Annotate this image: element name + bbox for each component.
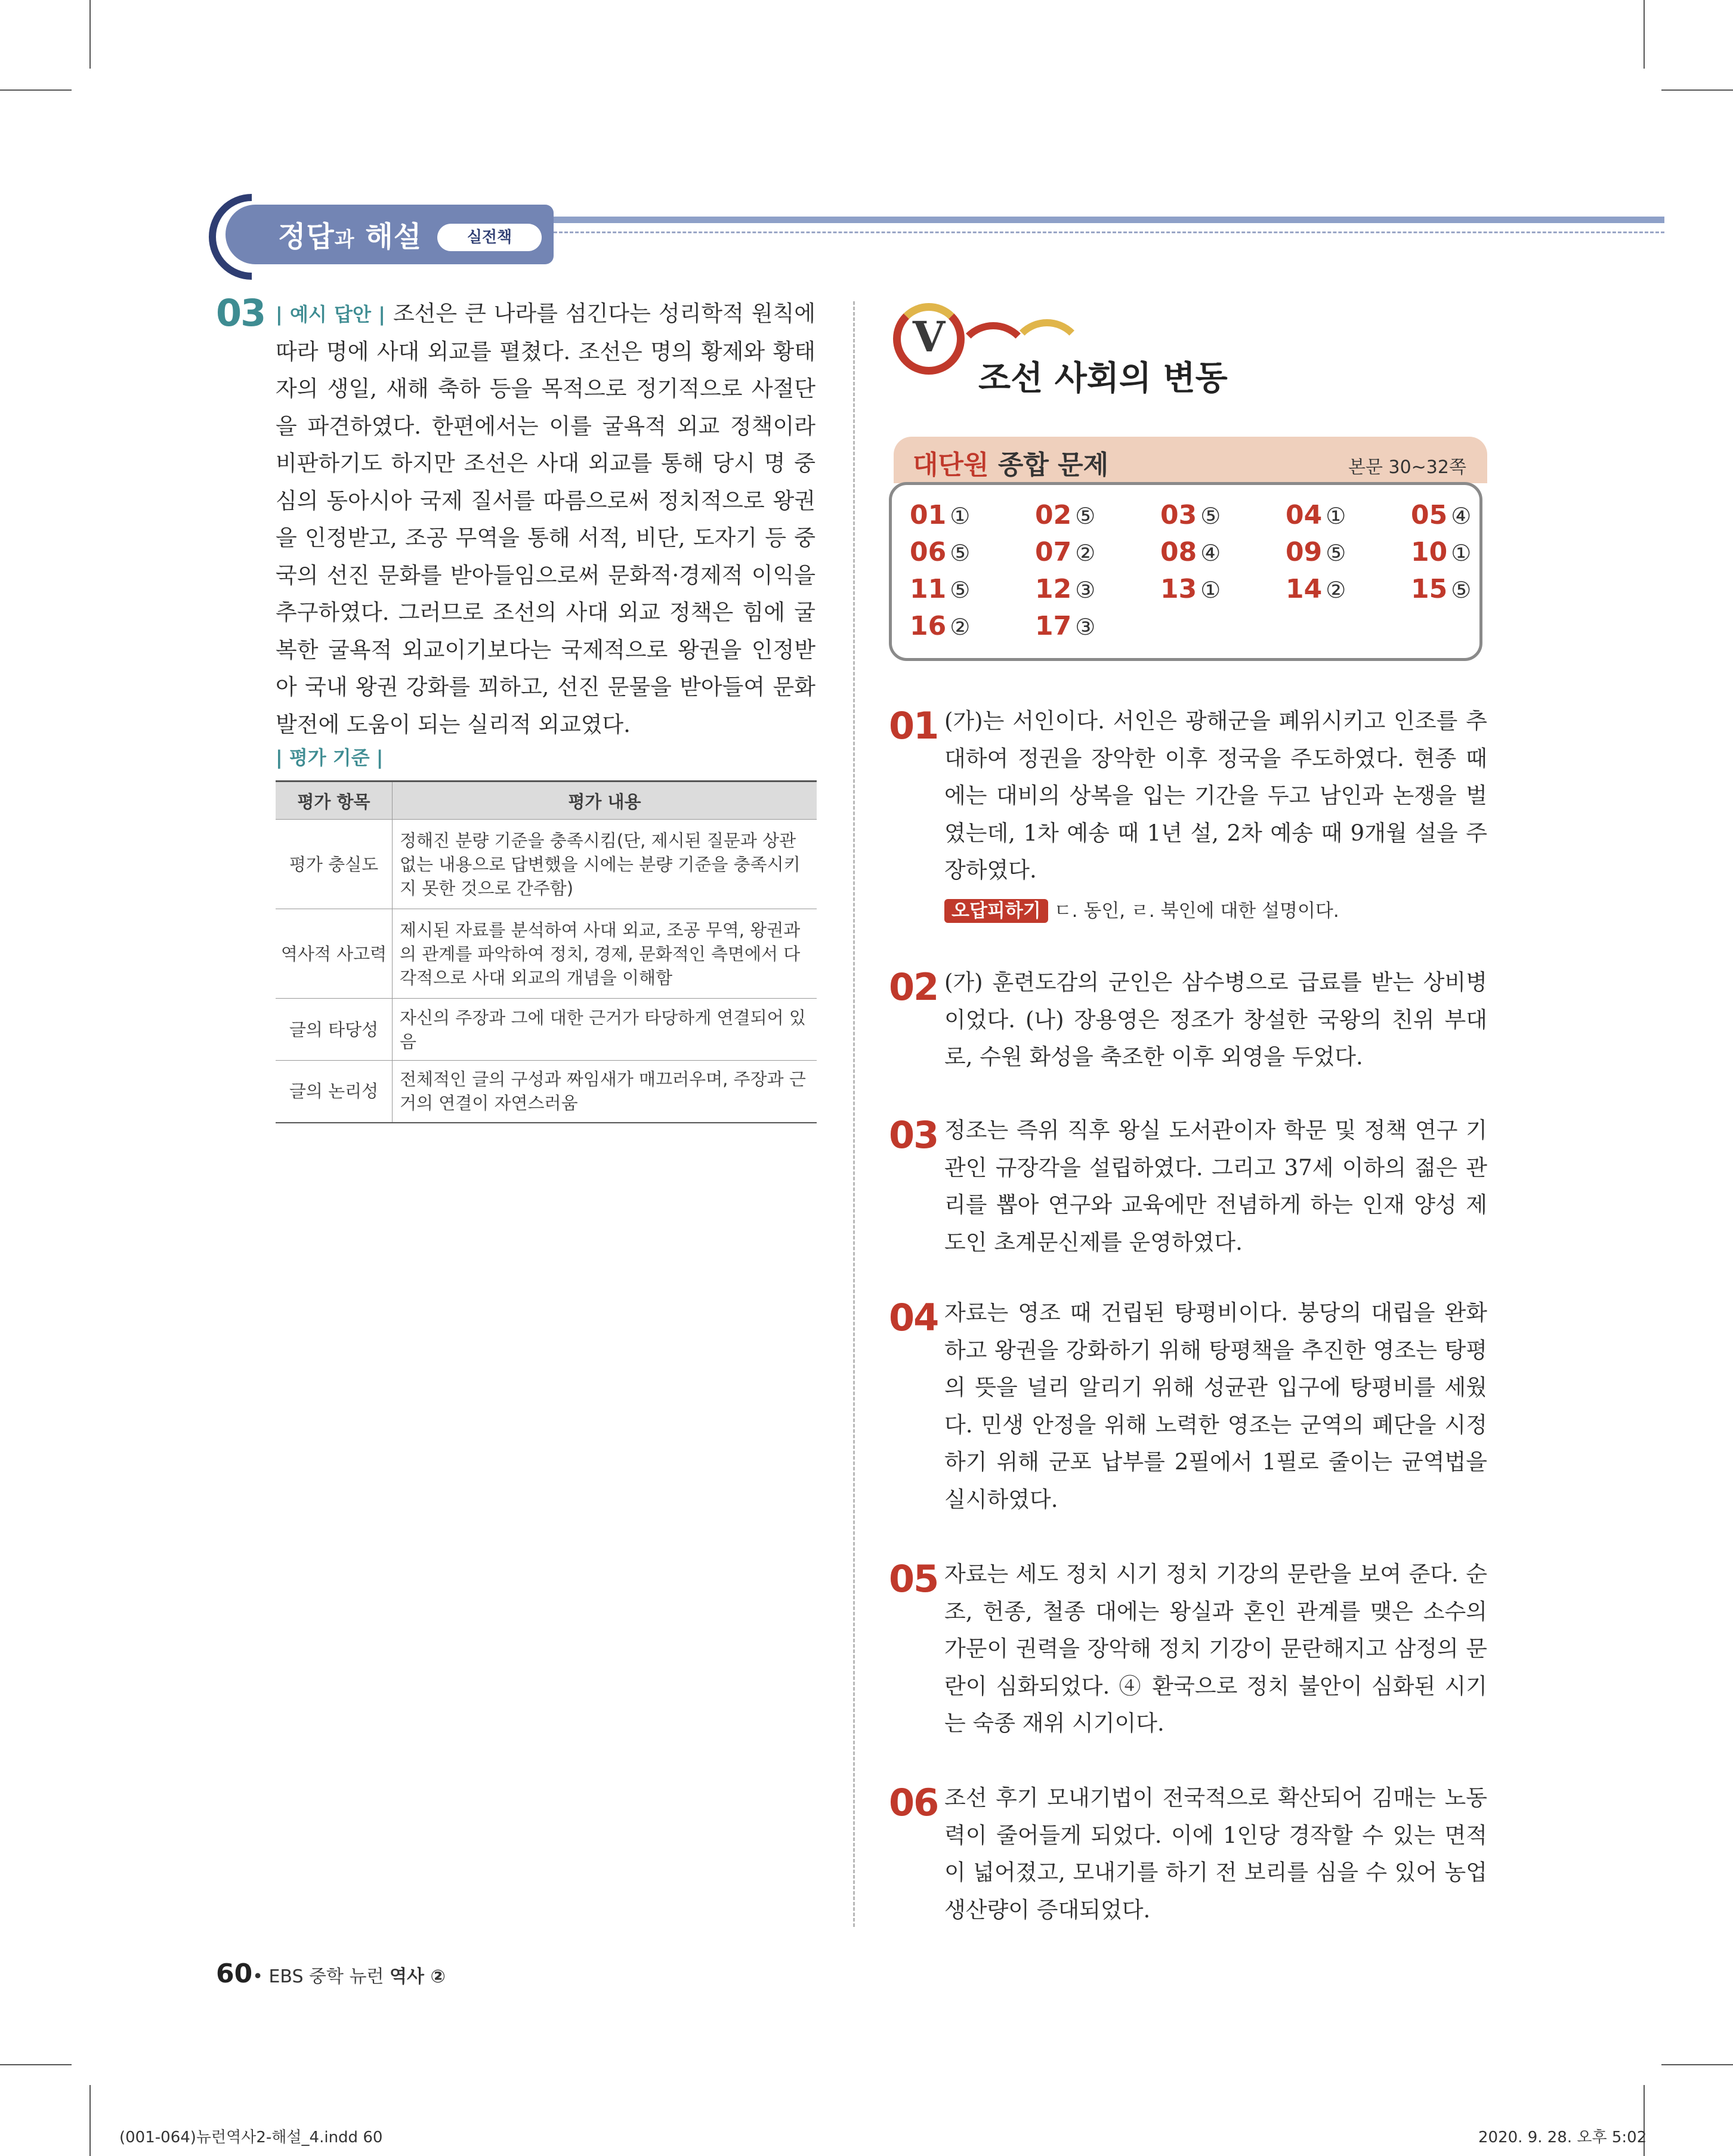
header-dashed-rule xyxy=(554,231,1664,233)
explanation-number: 02 xyxy=(889,965,938,1009)
explanation-text: 정조는 즉위 직후 왕실 도서관이자 학문 및 정책 연구 기관인 규장각을 설립하였다. 그리고 37세 이하의 젊은 관리를 뽑아 연구와 교육에만 전념하게 하는 인재 양성 제도인 초계문신제를 운영하였다. xyxy=(944,1117,1487,1255)
answer-item: 17 ③ xyxy=(1035,611,1096,641)
column-divider xyxy=(853,301,855,1927)
summary-title: 대단원 종합 문제 xyxy=(913,450,1109,480)
explanation-text: 자료는 세도 정치 시기 정치 기강의 문란을 보여 준다. 순조, 헌종, 철종 대에는 왕실과 혼인 관계를 맺은 소수의 가문이 권력을 장악해 정치 기강이 문란해지고 삼정의 문란이 심화되었다. ④ 환국으로 정치 불안이 심화된 시기는 숙종 재위 시기이다. xyxy=(944,1561,1487,1736)
header-badge: 실전책 xyxy=(437,224,542,251)
answer-item: 15 ⑤ xyxy=(1411,574,1472,604)
answer-item: 05 ④ xyxy=(1411,500,1472,530)
answer-item: 01 ① xyxy=(910,500,971,530)
page-number: 60 xyxy=(216,1959,253,1989)
explanation-number: 01 xyxy=(889,704,938,748)
crop-mark xyxy=(0,2064,72,2065)
answer-item: 03 ⑤ xyxy=(1160,500,1221,530)
table-row xyxy=(276,1061,817,1123)
model-answer xyxy=(276,295,815,743)
explanation-text: 자료는 영조 때 건립된 탕평비이다. 붕당의 대립을 완화하고 왕권을 강화하기 위해 탕평책을 추진한 영조는 탕평의 뜻을 널리 알리기 위해 성균관 입구에 탕평비를 세웠다. 민생 안정을 위해 노력한 영조는 군역의 폐단을 시정하기 위해 군포 납부를 2필에서 1필로 줄이는 균역법을 실시하였다. xyxy=(944,1300,1487,1512)
crop-mark xyxy=(1644,0,1645,69)
date-slug: 2020. 9. 28. 오후 5:02 xyxy=(1478,2129,1647,2146)
criteria-item: 글의 타당성 xyxy=(276,999,393,1061)
question-number: 03 xyxy=(216,291,265,335)
answer-text: 조선은 큰 나라를 섬긴다는 성리학적 원칙에 따라 명에 사대 외교를 펼쳤다. 조선은 명의 황제와 황태자의 생일, 새해 축하 등을 목적으로 정기적으로 사절단을 파견하였다. 한편에서는 이를 굴욕적 외교 정책이라 비판하기도 하지만 조선은 사대 외교를 통해 당시 명 중심의 동아시아 국제 질서를 따름으로써 정치적으로 왕권을 인정받고, 조공 무역을 통해 서적, 비단, 도자기 등 중국의 선진 문화를 받아들임으로써 문화적·경제적 이익을 추구하였다. 그러므로 조선의 사대 외교 정책은 힘에 굴복한 굴욕적 외교이기보다는 국제적으로 왕권을 인정받아 국내 왕권 강화를 꾀하고, 선진 문물을 받아들여 문화 발전에 도움이 되는 실리적 외교였다. xyxy=(276,301,815,737)
header-rule xyxy=(554,217,1664,223)
criteria-content: 자신의 주장과 그에 대한 근거가 타당하게 연결되어 있음 xyxy=(393,999,817,1061)
criteria-label: | 평가 기준 | xyxy=(276,746,384,769)
file-slug: (001-064)뉴런역사2-해설_4.indd 60 xyxy=(119,2129,383,2146)
tip-note xyxy=(944,895,1339,922)
criteria-content: 전체적인 글의 구성과 짜임새가 매끄러우며, 주장과 근거의 연결이 자연스러움 xyxy=(393,1061,817,1123)
crop-mark xyxy=(1661,89,1733,91)
summary-page-ref: 본문 30~32쪽 xyxy=(1348,457,1466,478)
book-title: • EBS 중학 뉴런 역사 ② xyxy=(252,1966,446,1987)
criteria-table xyxy=(276,780,817,1123)
explanation-number: 06 xyxy=(889,1781,938,1824)
criteria-item: 역사적 사고력 xyxy=(276,909,393,999)
answer-item: 04 ① xyxy=(1286,500,1346,530)
tip-text: ㄷ. 동인, ㄹ. 북인에 대한 설명이다. xyxy=(1054,900,1339,922)
criteria-content: 제시된 자료를 분석하여 사대 외교, 조공 무역, 왕권과의 관계를 파악하여 정치, 경제, 문화적인 측면에서 다각적으로 사대 외교의 개념을 이해함 xyxy=(393,909,817,999)
answer-item: 07 ② xyxy=(1035,537,1096,567)
section-roman-numeral: V xyxy=(912,312,946,362)
criteria-content: 정해진 분량 기준을 충족시킴(단, 제시된 질문과 상관없는 내용으로 답변했을 시에는 분량 기준을 충족시키지 못한 것으로 간주함) xyxy=(393,820,817,909)
answer-item: 13 ① xyxy=(1160,574,1221,604)
crop-mark xyxy=(1661,2064,1733,2065)
explanation-text: (가)는 서인이다. 서인은 광해군을 폐위시키고 인조를 추대하여 정권을 장악한 이후 정국을 주도하였다. 현종 때에는 대비의 상복을 입는 기간을 두고 남인과 논쟁을 벌였는데, 1차 예송 때 1년 설, 2차 예송 때 9개월 설을 주장하였다. xyxy=(944,708,1487,883)
explanation-text: 조선 후기 모내기법이 전국적으로 확산되어 김매는 노동력이 줄어들게 되었다. 이에 1인당 경작할 수 있는 면적이 넓어졌고, 모내기를 하기 전 보리를 심을 수 있어 농업 생산량이 증대되었다. xyxy=(944,1785,1487,1923)
explanation-number: 03 xyxy=(889,1113,938,1157)
answer-item: 14 ② xyxy=(1286,574,1346,604)
explanation-number: 04 xyxy=(889,1296,938,1339)
tip-badge: 오답피하기 xyxy=(944,899,1048,923)
table-row xyxy=(276,999,817,1061)
crop-mark xyxy=(0,89,72,91)
answer-item: 06 ⑤ xyxy=(910,537,971,567)
criteria-item: 평가 충실도 xyxy=(276,820,393,909)
answer-item: 11 ⑤ xyxy=(910,574,971,604)
table-row xyxy=(276,820,817,909)
crop-mark xyxy=(89,2085,91,2156)
answer-item: 12 ③ xyxy=(1035,574,1096,604)
criteria-header-content: 평가 내용 xyxy=(393,782,817,820)
section-title: 조선 사회의 변동 xyxy=(978,359,1228,398)
answer-item: 10 ① xyxy=(1411,537,1472,567)
crop-mark xyxy=(89,0,91,69)
criteria-item: 글의 논리성 xyxy=(276,1061,393,1123)
header-title: 정답과 해설 xyxy=(278,220,422,254)
page-footer xyxy=(216,1959,446,1989)
criteria-header-item: 평가 항목 xyxy=(276,782,393,820)
answer-item: 09 ⑤ xyxy=(1286,537,1346,567)
answer-item: 02 ⑤ xyxy=(1035,500,1096,530)
answer-item: 16 ② xyxy=(910,611,971,641)
answer-label: | 예시 답안 | xyxy=(276,303,385,326)
table-row xyxy=(276,909,817,999)
answer-item: 08 ④ xyxy=(1160,537,1221,567)
explanation-number: 05 xyxy=(889,1557,938,1601)
explanation-text: (가) 훈련도감의 군인은 삼수병으로 급료를 받는 상비병이었다. (나) 장용영은 정조가 창설한 국왕의 친위 부대로, 수원 화성을 축조한 이후 외영을 두었다. xyxy=(944,969,1487,1070)
